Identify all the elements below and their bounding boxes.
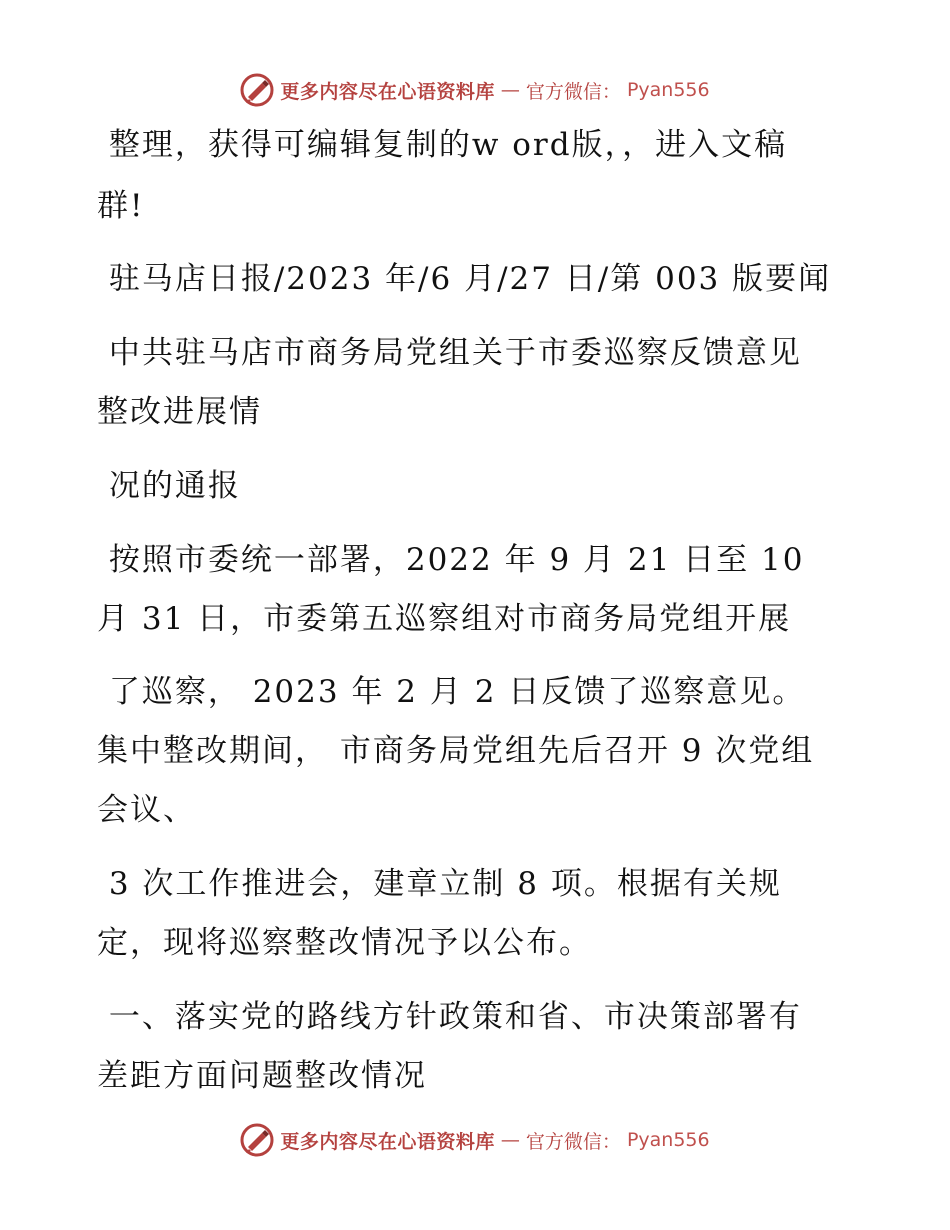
watermark-text: 更多内容尽在心语资料库 xyxy=(280,80,495,103)
text-line-11: 会议、 xyxy=(97,792,196,828)
watermark-wechat-label: 官方微信： xyxy=(525,1130,621,1153)
header-watermark xyxy=(0,70,950,110)
text-line-14: 一、落实党的路线方针政策和省、市决策部署有 xyxy=(97,999,802,1035)
footer-watermark xyxy=(0,1120,950,1160)
text-line-2: 群! xyxy=(97,188,145,224)
text-line-15: 差距方面问题整改情况 xyxy=(97,1058,427,1094)
text-line-8: 月 31 日，市委第五巡察组对市商务局党组开展 xyxy=(97,601,792,637)
pen-seal-logo-icon xyxy=(240,1123,274,1157)
watermark-text: 更多内容尽在心语资料库 xyxy=(280,1130,495,1153)
pen-seal-logo-icon xyxy=(240,73,274,107)
text-line-5: 整改进展情 xyxy=(97,394,262,430)
text-line-13: 定，现将巡察整改情况予以公布。 xyxy=(97,925,592,961)
text-line-12: 3 次工作推进会，建章立制 8 项。根据有关规 xyxy=(97,866,782,902)
text-line-10: 集中整改期间， 市商务局党组先后召开 9 次党组 xyxy=(97,733,815,769)
text-line-4: 中共驻马店市商务局党组关于市委巡察反馈意见 xyxy=(97,335,802,371)
watermark-wechat-id: Pyan556 xyxy=(626,1129,710,1151)
text-line-3: 驻马店日报/2023 年/6 月/27 日/第 003 版要闻 xyxy=(97,261,832,297)
text-line-7: 按照市委统一部署，2022 年 9 月 21 日至 10 xyxy=(97,542,805,578)
text-line-9: 了巡察， 2023 年 2 月 2 日反馈了巡察意见。 xyxy=(97,674,806,710)
watermark-dash: — xyxy=(500,1129,520,1151)
watermark-dash: — xyxy=(500,79,520,101)
text-line-6: 况的通报 xyxy=(97,468,241,504)
watermark-wechat-id: Pyan556 xyxy=(626,79,710,101)
text-line-1: 整理，获得可编辑复制的w ord版，，进入文稿 xyxy=(97,127,788,163)
watermark-wechat-label: 官方微信： xyxy=(525,80,621,103)
